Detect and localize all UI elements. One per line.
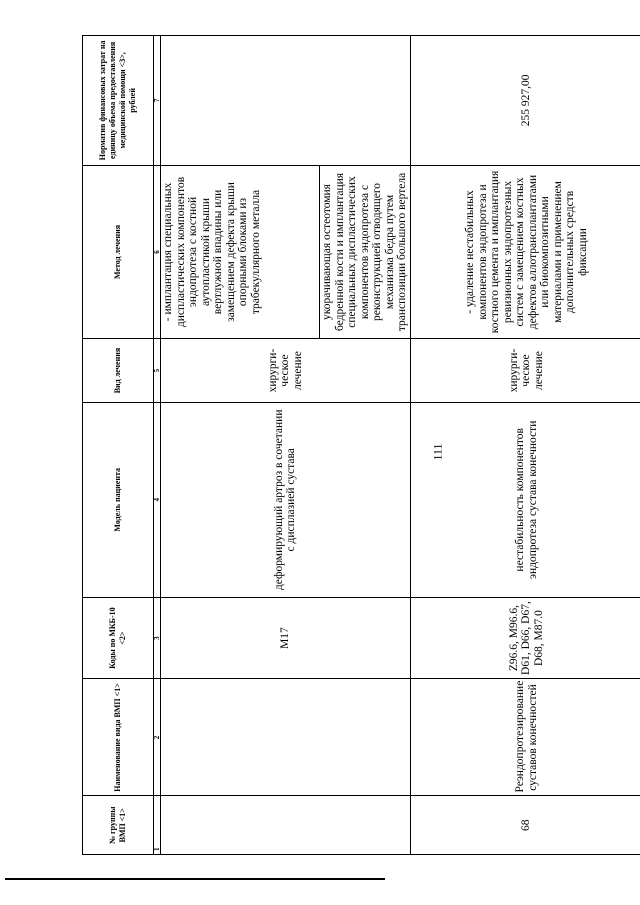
rotated-page-content	[82, 35, 627, 855]
treatment-type-cell: хирурги-ческое лечение	[410, 339, 640, 403]
header-group: № группы ВМП <1>	[83, 796, 154, 855]
header-name: Наименование вида ВМП <1>	[83, 679, 154, 796]
column-number: 3	[154, 597, 161, 679]
header-model: Модель пациента	[83, 402, 154, 597]
model-cell: деформирующий артроз в сочетании с дисплазией сустава	[161, 402, 411, 597]
table-row	[410, 36, 640, 855]
header-cost: Норматив финансовых затрат на единицу объема предоставления медицинской помощи <3>, рублей	[83, 36, 154, 166]
column-number: 1	[154, 796, 161, 855]
codes-cell: M17	[161, 597, 411, 679]
vmp-table	[82, 35, 640, 855]
column-number: 7	[154, 36, 161, 166]
column-number: 5	[154, 339, 161, 403]
treatment-type-cell: хирурги-ческое лечение	[161, 339, 411, 403]
cost-cell	[161, 36, 411, 166]
bottom-rule	[5, 878, 385, 880]
method-cell	[161, 165, 411, 338]
name-cell	[161, 679, 411, 796]
method-text: укорачивающая остеотомия бедренной кости и имплантация специальных диспластических компонентов эндопротеза с реконструкцией отводящего механизма бедра путем транспозиции большого вертела	[321, 172, 408, 332]
column-number: 4	[154, 402, 161, 597]
codes-cell: Z96.6, M96.6, D61, D66, D67, D68, M87.0	[410, 597, 640, 679]
group-cell	[161, 796, 411, 855]
method-cell: - удаление нестабильных компонентов эндопротеза и костного цемента и имплантация ревизионных эндопротезных систем с замещением костных дефектов аллотрансплантатами или биокомпозитными материалами и применением дополнительных средств фиксации	[410, 165, 640, 338]
method-text: - имплантация специальных диспластических компонентов эндопротеза с костной аутопластикой крыши вертлужной впадины или замещением дефекта крыши опорными блоками из трабекуллярного металла	[161, 166, 320, 338]
header-codes: Коды по МКБ-10 <2>	[83, 597, 154, 679]
header-row	[83, 36, 154, 855]
group-cell: 68	[410, 796, 640, 855]
page-number: 111	[430, 443, 445, 461]
column-number: 2	[154, 679, 161, 796]
header-method: Метод лечения	[83, 165, 154, 338]
header-type: Вид лечения	[83, 339, 154, 403]
column-number: 6	[154, 165, 161, 338]
name-cell: Реэндопротезирование суставов конечностей	[410, 679, 640, 796]
model-cell: нестабильность компонентов эндопротеза сустава конечности	[410, 402, 640, 597]
table-row	[161, 36, 411, 855]
column-number-row	[154, 36, 161, 855]
cost-cell: 255 927,00	[410, 36, 640, 166]
